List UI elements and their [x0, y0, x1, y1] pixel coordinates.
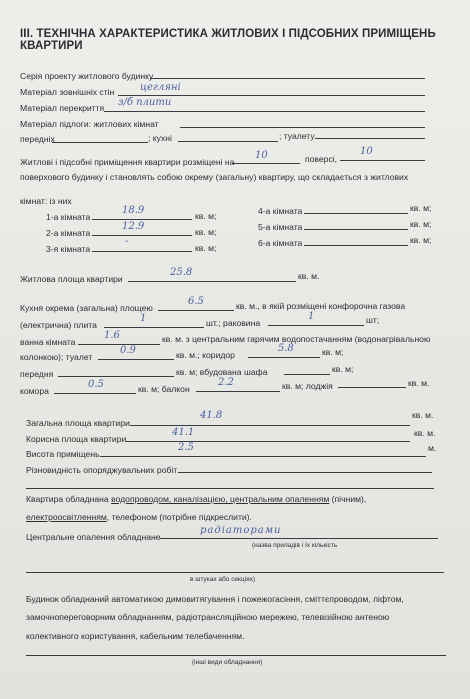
sink-label: шт.; раковина	[206, 318, 261, 328]
height-unit: м.	[428, 443, 437, 453]
bath-value: 1.6	[104, 330, 120, 341]
room4-line	[304, 213, 408, 214]
equipment-suffix: (пічним),	[329, 494, 367, 504]
floor-line	[232, 163, 300, 164]
balcony-label: кв. м; балкон	[138, 384, 190, 394]
sink-line	[268, 325, 364, 326]
location-line2: поверхового будинку і становлять собою окрему (загальну) квартиру, що складається з житлових	[20, 172, 409, 182]
equipment-line2	[26, 512, 252, 522]
room5-unit: кв. м;	[410, 219, 432, 229]
useful-area-unit: кв. м.	[414, 428, 436, 438]
total-area-label: Загальна площа квартири	[26, 418, 130, 428]
other-equipment-hint: (інші види обладнання)	[192, 659, 263, 666]
room1-label: 1-а кімната	[46, 212, 91, 222]
room4-label: 4-а кімната	[258, 206, 303, 216]
floors-value: з/б плити	[118, 97, 172, 108]
equipment-line2-rest: , телефоном (потрібне підкреслити).	[106, 512, 252, 522]
room6-line	[304, 245, 408, 246]
living-area-unit: кв. м.	[298, 271, 320, 281]
room1-line	[92, 219, 192, 220]
corridor-value: 5.8	[278, 343, 294, 354]
room3-unit: кв. м;	[195, 243, 217, 253]
finishing-line	[178, 472, 432, 473]
kitchen-floor-label: ; кухні	[148, 133, 172, 143]
room1-unit: кв. м;	[195, 211, 217, 221]
floor-value: 10	[255, 150, 268, 161]
other-equipment-line	[26, 655, 446, 656]
room3-label: 3-я кімната	[46, 244, 91, 254]
series-line	[150, 78, 425, 79]
room3-value: -	[125, 236, 129, 247]
kitchen-suffix: кв. м., в якій розміщені конфорочна газова	[236, 301, 406, 311]
hall-label: передня	[20, 369, 54, 379]
balcony-value: 2.2	[218, 377, 234, 388]
sink-unit: шт;	[366, 315, 380, 325]
count-hint: в штуках або секціях)	[190, 576, 255, 583]
loggia-label: кв. м; лоджія	[282, 381, 333, 391]
heating-value: радіаторами	[200, 525, 282, 536]
living-area-line	[128, 281, 296, 282]
finishing-label: Різновидність опоряджувальних робіт	[26, 465, 178, 475]
heating-label: Центральне опалення обладнане	[26, 532, 161, 542]
walls-line	[118, 95, 425, 96]
kitchen-prefix: Кухня окрема (загальна) площею	[20, 303, 153, 313]
toilet-line	[98, 359, 174, 360]
stove-line	[104, 327, 204, 328]
equipment-prefix: Квартира обладнана	[26, 494, 112, 504]
equipment-line1	[26, 494, 366, 504]
total-area-line	[130, 425, 410, 426]
room5-label: 5-а кімната	[258, 222, 303, 232]
corridor-unit: кв. м;	[322, 347, 344, 357]
total-area-value: 41.8	[200, 410, 223, 421]
heating-line	[160, 538, 438, 539]
hallways-line	[52, 142, 148, 143]
bath-suffix: кв. м. з центральним гарячим водопостачанням (водонагрівальною	[162, 334, 431, 344]
storage-label: комора	[20, 386, 49, 396]
kitchen-area-value: 6.5	[188, 296, 204, 307]
loggia-line	[338, 387, 406, 388]
corridor-line	[248, 357, 320, 358]
room1-value: 18.9	[122, 205, 145, 216]
room5-line	[304, 229, 408, 230]
floor-material-label: Матеріал підлоги: житлових кімнат	[20, 119, 159, 129]
bath-line	[78, 344, 160, 345]
useful-area-line	[126, 441, 410, 442]
room2-value: 12.9	[122, 221, 145, 232]
hall-line	[58, 376, 174, 377]
room2-label: 2-а кімната	[46, 228, 91, 238]
floors-label: Матеріал перекриття	[20, 103, 105, 113]
wardrobe-line	[284, 374, 330, 375]
count-line	[26, 572, 444, 573]
bath-label: ванна кімната	[20, 337, 76, 347]
walls-label: Матеріал зовнішніх стін	[20, 87, 115, 97]
heating-hint: (назва приладів і їх кількість	[252, 542, 338, 549]
toilet-value: 0.9	[120, 345, 136, 356]
height-value: 2.5	[178, 442, 194, 453]
location-line3: кімнат: із них	[20, 196, 72, 206]
room6-label: 6-а кімната	[258, 238, 303, 248]
wardrobe-label: кв. м; вбудована шафа	[176, 367, 268, 377]
section-title: III. ТЕХНІЧНА ХАРАКТЕРИСТИКА ЖИТЛОВИХ І ПІДСОБНИХ ПРИМІЩЕНЬ КВАРТИРИ	[20, 28, 436, 52]
toilet-prefix: колонкою); туалет	[20, 352, 93, 362]
hallways-label: передніх	[20, 134, 55, 144]
total-floors-line	[340, 160, 425, 161]
building-line2: замочнопереговорним обладнанням, радіотрансляційною мережею, телевізійною антеною	[26, 612, 390, 622]
room6-unit: кв. м;	[410, 235, 432, 245]
sink-value: 1	[308, 311, 315, 322]
corridor-label: кв. м.; коридор	[176, 350, 235, 360]
room2-unit: кв. м;	[195, 227, 217, 237]
building-line1: Будинок обладнаний автоматикою димовитягування і пожежогасіння, сміттєпроводом, ліфтом,	[26, 594, 404, 604]
room4-unit: кв. м;	[410, 203, 432, 213]
balcony-line	[196, 391, 280, 392]
total-area-unit: кв. м.	[412, 410, 434, 420]
living-area-label: Житлова площа квартири	[20, 274, 123, 284]
building-line3: колективного користування, кабельним телебаченням.	[26, 631, 245, 641]
floors-line	[104, 111, 425, 112]
useful-area-label: Корисна площа квартири	[26, 434, 127, 444]
height-label: Висота приміщень	[26, 449, 100, 459]
walls-value: цегляні	[140, 82, 181, 93]
toilet-floor-line	[315, 138, 425, 139]
useful-area-value: 41.1	[172, 427, 195, 438]
finishing-line-2	[26, 488, 434, 489]
floor-word: поверсі,	[305, 154, 338, 164]
stove-prefix: (електрична) плита	[20, 320, 97, 330]
kitchen-floor-line	[178, 141, 278, 142]
kitchen-area-line	[158, 310, 234, 311]
floor-material-line	[180, 127, 425, 128]
room3-line	[92, 251, 192, 252]
equipment-underlined: водопроводом, каналізацією, центральним опаленням	[111, 494, 330, 504]
room2-line	[92, 235, 192, 236]
total-floors-value: 10	[360, 146, 373, 157]
toilet-floor-label: ; туалету	[279, 131, 315, 141]
living-area-value: 25.8	[170, 267, 193, 278]
height-line	[100, 456, 426, 457]
loggia-unit: кв. м.	[408, 378, 430, 388]
stove-value: 1	[140, 313, 147, 324]
storage-line	[54, 393, 136, 394]
location-prefix: Житлові і підсобні приміщення квартири розміщені на	[20, 157, 235, 167]
wardrobe-unit: кв. м;	[332, 364, 354, 374]
series-label: Серія проекту житлового будинку	[20, 71, 154, 81]
storage-value: 0.5	[88, 379, 104, 390]
electric-underlined: електроосвітленням	[26, 512, 107, 522]
